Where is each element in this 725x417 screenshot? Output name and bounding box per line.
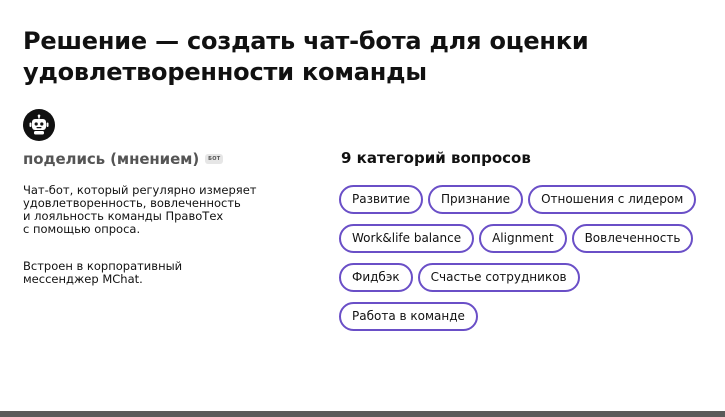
chip-engagement: Вовлеченность	[572, 224, 694, 253]
chip-row	[339, 224, 709, 253]
chip-teamwork: Работа в команде	[339, 302, 478, 331]
category-chips	[339, 185, 709, 341]
chip-feedback: Фидбэк	[339, 263, 413, 292]
title-line-2: удовлетворенности команды	[23, 58, 427, 86]
chip-alignment: Alignment	[479, 224, 566, 253]
robot-icon	[23, 109, 55, 141]
chip-work-life-balance: Work&life balance	[339, 224, 474, 253]
chip-row	[339, 263, 709, 292]
brand	[23, 149, 223, 169]
footer-bar	[0, 411, 725, 417]
description-paragraph-1: Чат-бот, который регулярно измеряет удовлетворенность, вовлеченность и лояльность команды ПравоТех с помощью опроса.	[23, 183, 257, 236]
title-line-1: Решение — создать чат-бота для оценки	[23, 27, 589, 55]
chip-row	[339, 185, 709, 214]
chip-leader-relations: Отношения с лидером	[528, 185, 696, 214]
chip-recognition: Признание	[428, 185, 523, 214]
brand-badge: БОТ	[205, 154, 223, 164]
slide-title	[23, 26, 643, 88]
description-paragraph-2: Встроен в корпоративный мессенджер MChat.	[23, 259, 183, 286]
categories-title: 9 категорий вопросов	[341, 149, 531, 167]
chip-row	[339, 302, 709, 331]
brand-name: поделись (мнением)	[23, 150, 200, 168]
chip-development: Развитие	[339, 185, 423, 214]
chip-employee-happiness: Счастье сотрудников	[418, 263, 580, 292]
